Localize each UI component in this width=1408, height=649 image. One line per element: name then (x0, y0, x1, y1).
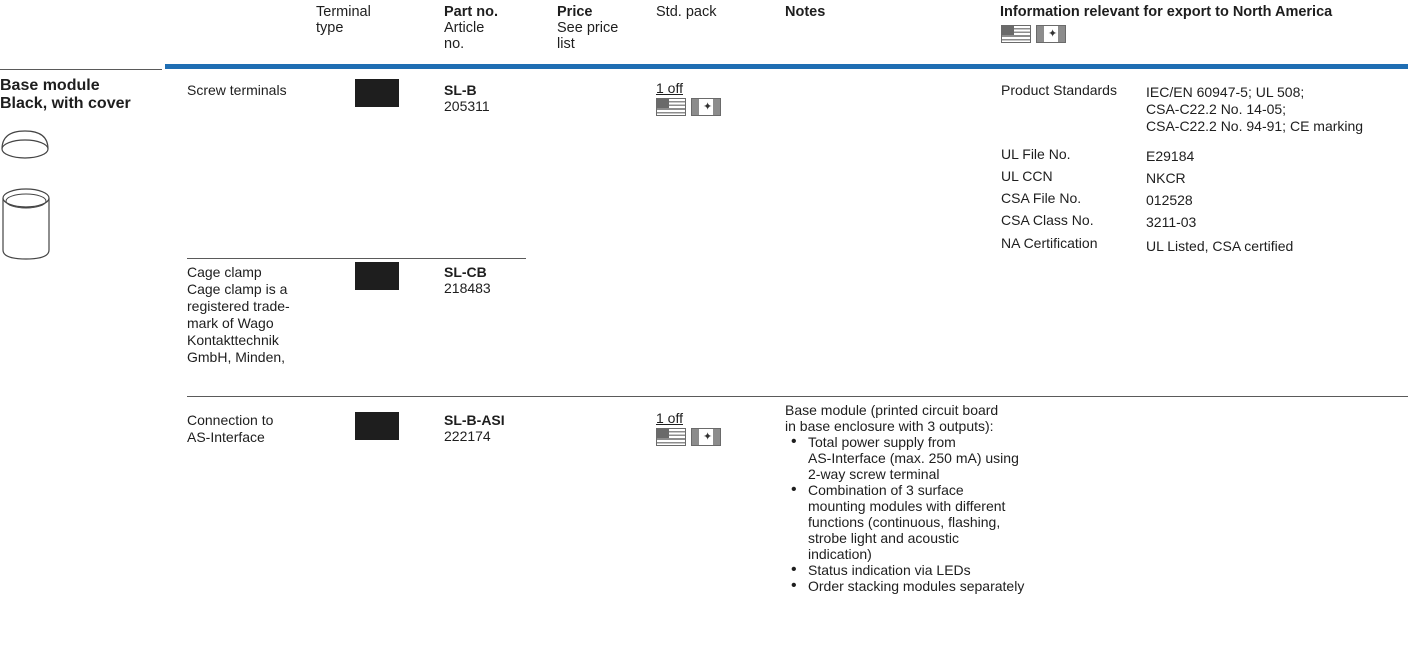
row-part: SL-B-ASI 222174 (444, 412, 505, 444)
na-value: E29184 (1146, 148, 1195, 164)
canada-flag-icon: ✦ (691, 98, 721, 116)
product-swatch (355, 79, 399, 107)
product-swatch (355, 412, 399, 440)
na-value: 012528 (1146, 192, 1193, 208)
row-std-pack: 1 off (656, 80, 683, 96)
na-value: NKCR (1146, 170, 1186, 186)
row-std-pack: 1 off (656, 410, 683, 426)
base-module-cover-icon (0, 127, 50, 163)
na-value: IEC/EN 60947-5; UL 508; CSA-C22.2 No. 14-05; CSA-C22.2 No. 94-91; CE marking (1146, 84, 1364, 134)
header-notes: Notes (785, 4, 826, 20)
canada-flag-icon: ✦ (1036, 25, 1066, 43)
us-flag-icon (656, 428, 686, 446)
base-module-body-icon (0, 186, 52, 262)
na-value: 3211-03 (1146, 214, 1197, 230)
header-divider (165, 64, 1408, 69)
header-price: Price See price list (557, 4, 619, 52)
section-rule (0, 69, 162, 70)
row-terminal: Screw terminals (187, 82, 287, 98)
na-value: UL Listed, CSA certified (1146, 238, 1294, 254)
list-item: • Combination of 3 surface mounting modules with different functions (continuous, flashing, strobe light and acoustic indication) (785, 482, 1024, 562)
us-flag-icon (1001, 25, 1031, 43)
row-part: SL-CB 218483 (444, 264, 491, 296)
na-label: UL File No. (1001, 146, 1071, 162)
product-swatch (355, 262, 399, 290)
us-flag-icon (656, 98, 686, 116)
row-terminal: Connection to AS-Interface (187, 412, 274, 445)
list-item: • Status indication via LEDs (785, 562, 1024, 578)
row-divider (187, 396, 1408, 397)
row-divider (187, 258, 526, 259)
na-label: NA Certification (1001, 235, 1098, 251)
notes-list (785, 434, 1024, 594)
section-title: Base module Black, with cover (0, 77, 131, 112)
row-terminal: Cage clamp Cage clamp is a registered trade- mark of Wago Kontakttechnik GmbH, Minden, (187, 264, 290, 365)
na-label: CSA Class No. (1001, 212, 1094, 228)
canada-flag-icon: ✦ (691, 428, 721, 446)
row-part: SL-B 205311 (444, 82, 490, 114)
na-label: CSA File No. (1001, 190, 1082, 206)
header-std-pack: Std. pack (656, 4, 717, 20)
list-item: • Order stacking modules separately (785, 578, 1024, 594)
header-export-info: Information relevant for export to North America (1000, 4, 1333, 20)
list-item: • Total power supply from AS-Interface (max. 250 mA) using 2-way screw terminal (785, 434, 1024, 482)
header-part-no: Part no. Article no. (444, 4, 498, 52)
row-notes: Base module (printed circuit board in base enclosure with 3 outputs): • Total power supply from AS-Interface (max. 250 mA) using 2-way screw terminal • Combination of 3 surface mounting modules with different functions (continuous, flashing, strobe light and acoustic indication) • Status indication via LEDs • Order stacking modules separately (785, 402, 1024, 594)
na-label: UL CCN (1001, 168, 1053, 184)
header-terminal-type: Terminal type (316, 4, 371, 36)
na-label: Product Standards (1001, 82, 1117, 98)
